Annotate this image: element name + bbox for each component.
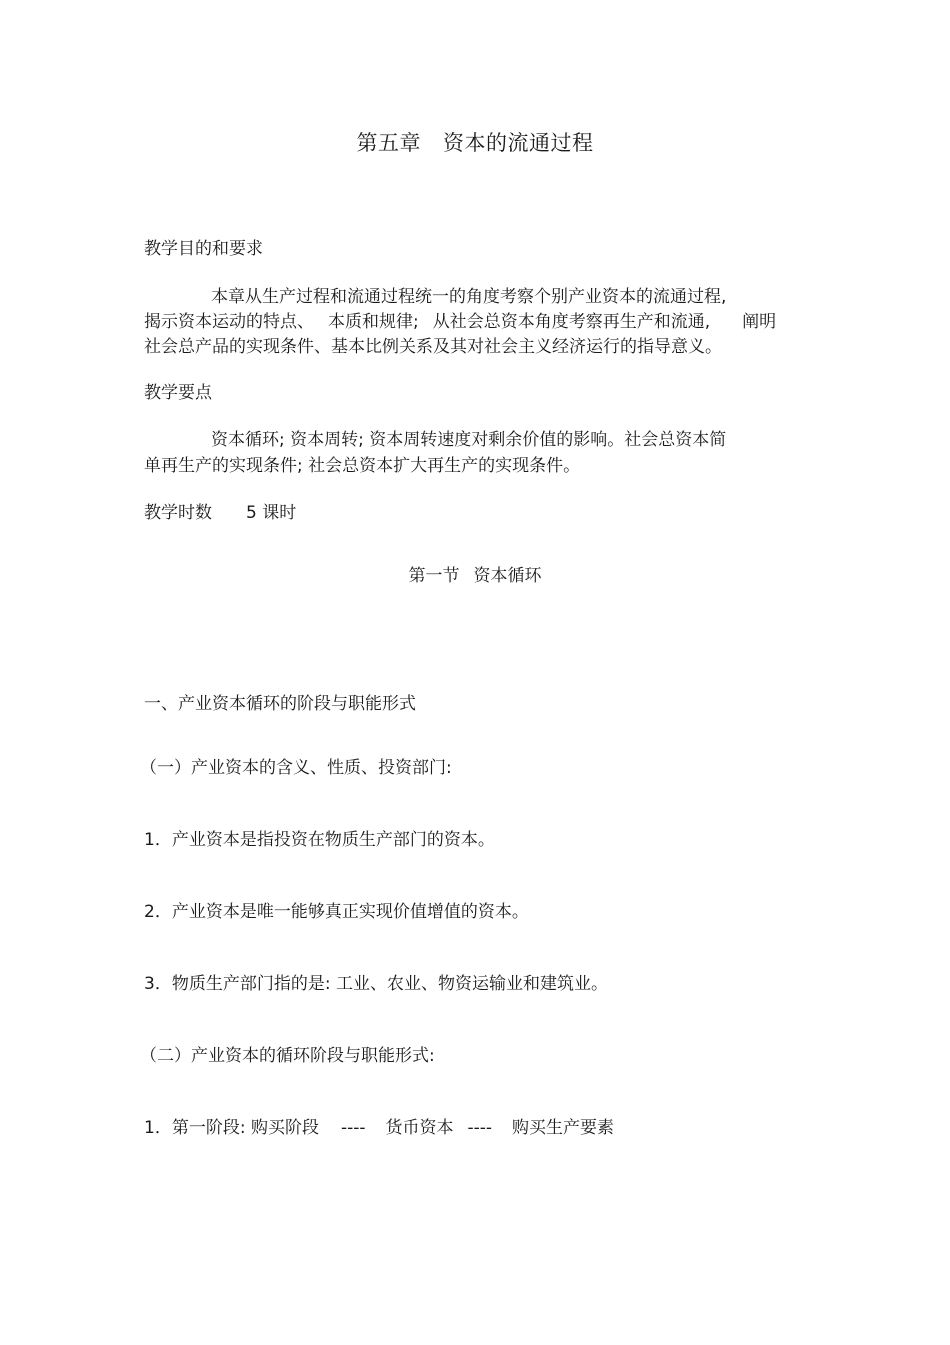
section-title-text: 资本循环	[473, 566, 542, 586]
stage-1-purchase: 购买生产要素	[512, 1118, 615, 1138]
chapter-title	[0, 129, 950, 157]
stage-1-label: 1．第一阶段: 购买阶段	[144, 1118, 319, 1138]
teaching-hours	[144, 502, 296, 524]
objectives-heading: 教学目的和要求	[144, 239, 263, 259]
heading-level-1: 一、产业资本循环的阶段与职能形式	[144, 694, 416, 714]
subheading-1: （一）产业资本的含义、性质、投资部门:	[140, 758, 452, 778]
list-item-2: 2．产业资本是唯一能够真正实现价值增值的资本。	[144, 902, 529, 922]
keypoints-line-2: 单再生产的实现条件; 社会总资本扩大再生产的实现条件。	[144, 456, 581, 476]
objectives-line-2-b: 本质和规律;	[328, 312, 419, 332]
teaching-hours-value: 5 课时	[246, 503, 297, 523]
list-item-1: 1．产业资本是指投资在物质生产部门的资本。	[144, 830, 495, 850]
section-title	[0, 565, 950, 587]
stage-1-dash-2: ----	[467, 1118, 493, 1138]
chapter-title-text: 资本的流通过程	[443, 131, 594, 155]
objectives-line-1: 本章从生产过程和流通过程统一的角度考察个别产业资本的流通过程,	[211, 287, 727, 307]
keypoints-line-1: 资本循环; 资本周转; 资本周转速度对剩余价值的影响。社会总资本简	[211, 430, 727, 450]
teaching-hours-label: 教学时数	[144, 503, 212, 523]
list-item-3: 3．物质生产部门指的是: 工业、农业、物资运输业和建筑业。	[144, 974, 608, 994]
stage-1-dash-1: ----	[340, 1118, 366, 1138]
objectives-line-2-d: 阐明	[742, 312, 777, 332]
subheading-2: （二）产业资本的循环阶段与职能形式:	[140, 1046, 435, 1066]
stage-1-line	[144, 1117, 614, 1139]
objectives-line-2-a: 揭示资本运动的特点、	[144, 312, 314, 332]
chapter-number: 第五章	[356, 131, 421, 155]
objectives-line-3: 社会总产品的实现条件、基本比例关系及其对社会主义经济运行的指导意义。	[144, 337, 722, 357]
objectives-line-2-c: 从社会总资本角度考察再生产和流通,	[432, 312, 711, 332]
keypoints-heading: 教学要点	[144, 383, 212, 403]
section-number: 第一节	[408, 566, 460, 586]
objectives-line-2	[144, 311, 776, 333]
stage-1-money-capital: 货币资本	[385, 1118, 454, 1138]
